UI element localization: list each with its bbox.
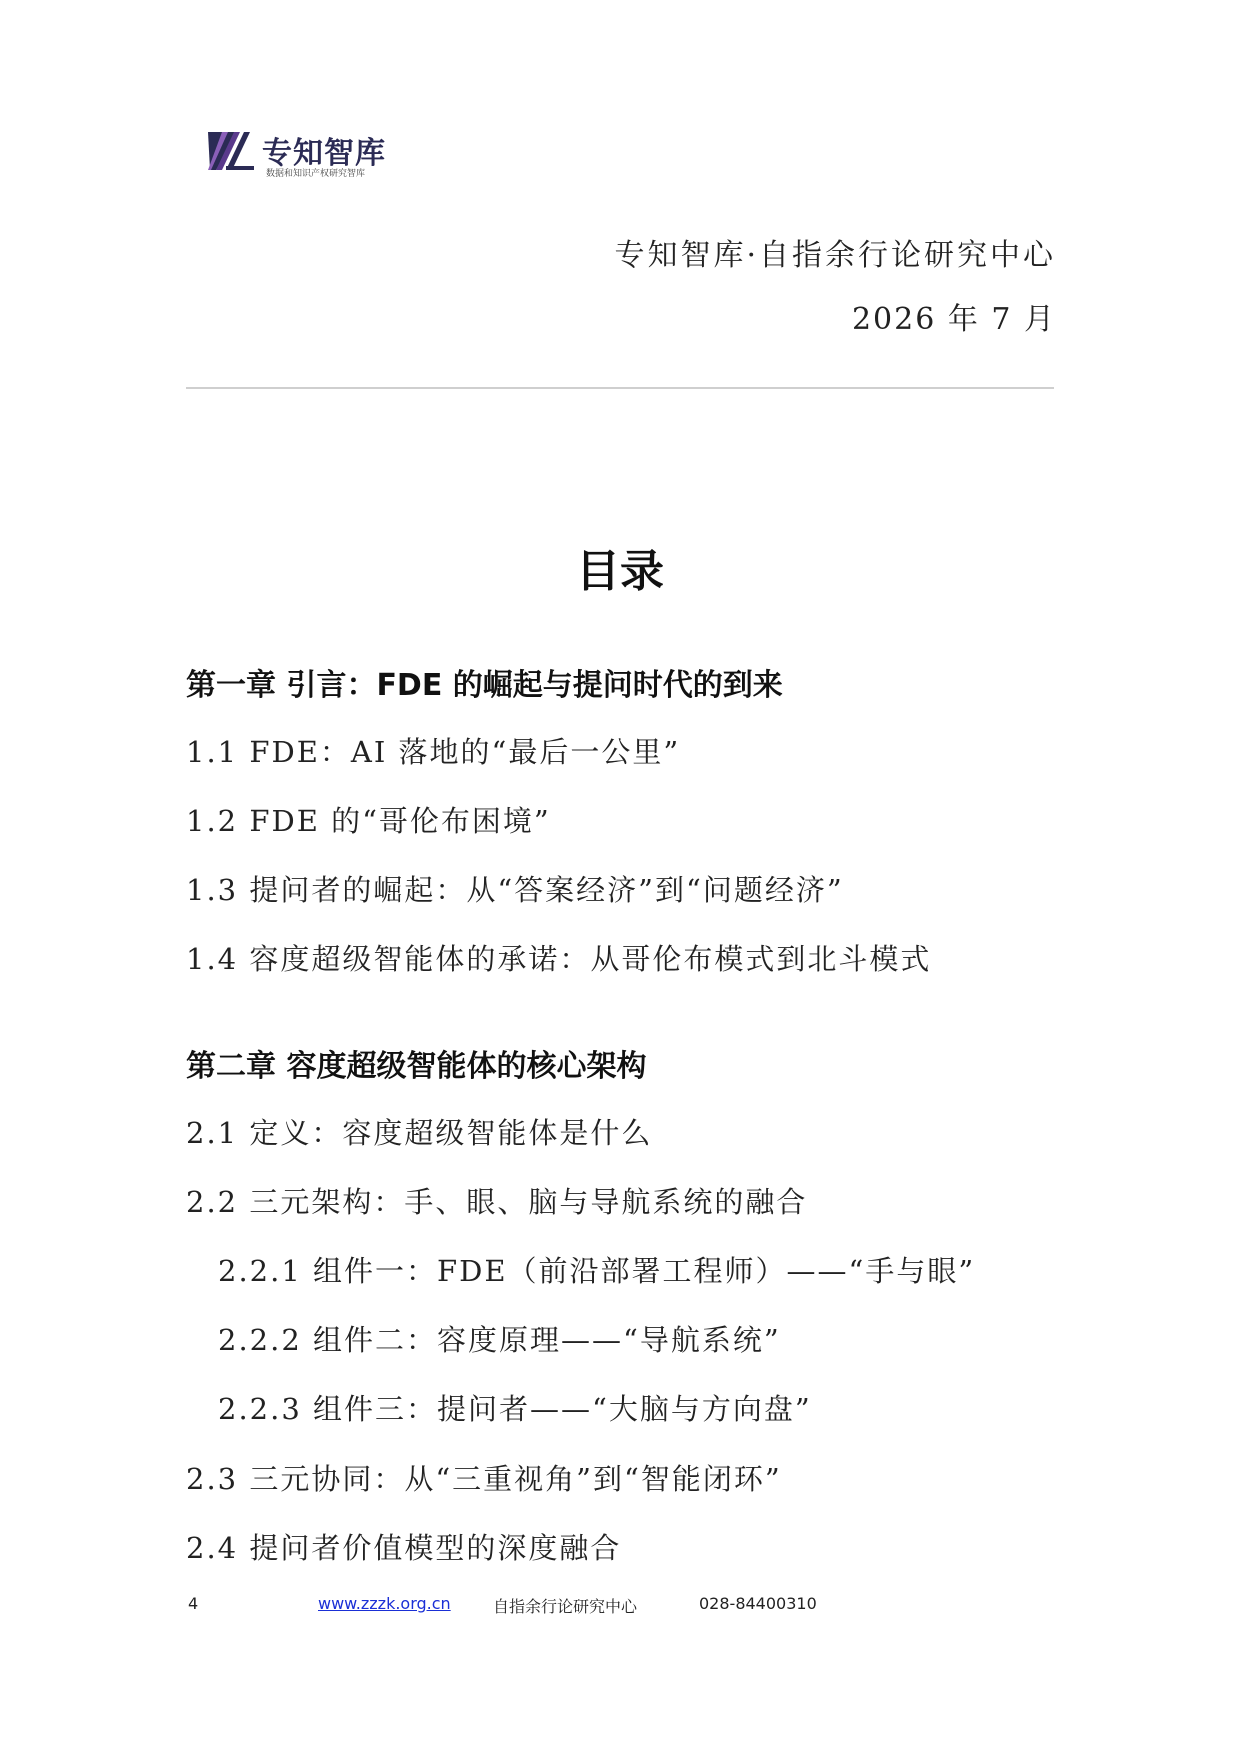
toc-section-2-4[interactable]: 2.4 提问者价值模型的深度融合 [186, 1531, 622, 1565]
footer-phone: 028-84400310 [699, 1594, 817, 1613]
zk-logo-icon [208, 128, 254, 174]
toc-section-2-2[interactable]: 2.2 三元架构：手、眼、脑与导航系统的融合 [186, 1185, 808, 1219]
logo-name: 专知智库 [262, 136, 386, 171]
toc-section-1-4[interactable]: 1.4 容度超级智能体的承诺：从哥伦布模式到北斗模式 [186, 942, 932, 976]
toc-section-1-3[interactable]: 1.3 提问者的崛起：从“答案经济”到“问题经济” [186, 873, 844, 907]
toc-section-2-1[interactable]: 2.1 定义：容度超级智能体是什么 [186, 1116, 653, 1150]
toc-chapter-2[interactable]: 第二章 容度超级智能体的核心架构 [186, 1049, 647, 1084]
toc-section-1-2[interactable]: 1.2 FDE 的“哥伦布困境” [186, 804, 551, 838]
page-footer [0, 1594, 1240, 1624]
toc-subsection-2-2-2[interactable]: 2.2.2 组件二：容度原理——“导航系统” [218, 1323, 781, 1357]
toc-subsection-2-2-1[interactable]: 2.2.1 组件一：FDE（前沿部署工程师）——“手与眼” [218, 1254, 976, 1288]
toc-title: 目录 [576, 546, 664, 597]
toc-subsection-2-2-3[interactable]: 2.2.3 组件三：提问者——“大脑与方向盘” [218, 1392, 812, 1426]
organization-line: 专知智库·自指余行论研究中心 [614, 238, 1056, 273]
toc-section-1-1[interactable]: 1.1 FDE：AI 落地的“最后一公里” [186, 735, 681, 769]
header-divider [186, 387, 1054, 389]
logo-tagline: 数据和知识产权研究智库 [266, 169, 366, 179]
toc-section-2-3[interactable]: 2.3 三元协同：从“三重视角”到“智能闭环” [186, 1462, 782, 1496]
footer-center-name: 自指余行论研究中心 [493, 1597, 638, 1616]
toc-chapter-1[interactable]: 第一章 引言：FDE 的崛起与提问时代的到来 [186, 668, 783, 703]
page-number: 4 [188, 1594, 199, 1613]
website-link[interactable]: www.zzzk.org.cn [318, 1594, 451, 1613]
date-line: 2026 年 7 月 [851, 302, 1056, 337]
brand-logo [208, 128, 408, 178]
